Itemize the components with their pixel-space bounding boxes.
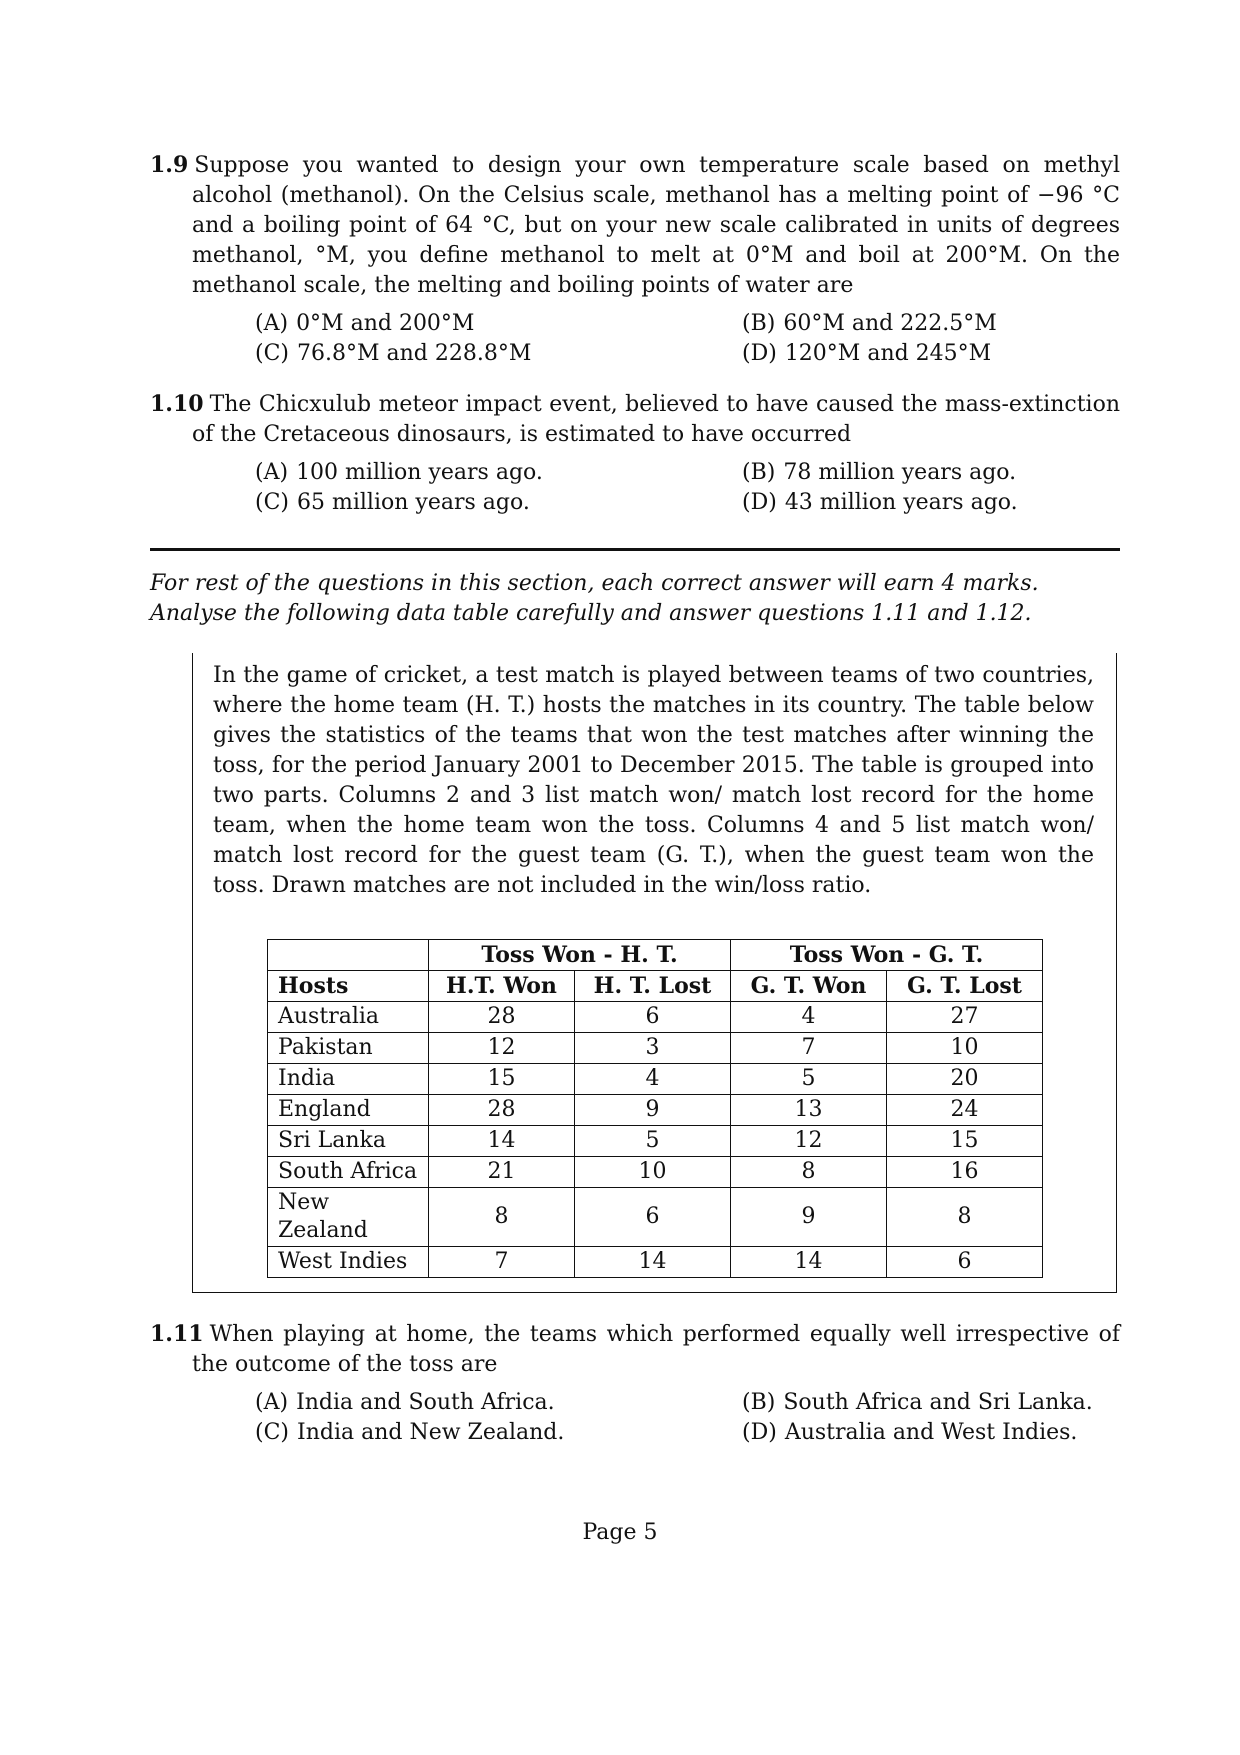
option-d: (D) Australia and West Indies. <box>742 1420 1078 1445</box>
host-cell: India <box>268 1064 429 1095</box>
value-cell: 6 <box>575 1188 731 1247</box>
table-header-row <box>268 971 1043 1002</box>
value-cell: 5 <box>575 1126 731 1157</box>
options-list <box>255 309 1120 369</box>
host-cell: West Indies <box>268 1247 429 1278</box>
options-list <box>255 1388 1120 1448</box>
value-cell: 10 <box>887 1033 1043 1064</box>
option-c: (C) 65 million years ago. <box>255 490 530 515</box>
value-cell: 4 <box>575 1064 731 1095</box>
value-cell: 7 <box>429 1247 575 1278</box>
data-passage-box <box>192 653 1117 1293</box>
value-cell: 6 <box>575 1002 731 1033</box>
question-1-10 <box>150 389 1120 518</box>
host-cell: South Africa <box>268 1157 429 1188</box>
value-cell: 8 <box>429 1188 575 1247</box>
question-text: Suppose you wanted to design your own temperature scale based on methyl alcohol (methanol). On the Celsius scale, methanol has a melting point of −96 °C and a boiling point of 64 °C, but on your new scale calibrated in units of degrees methanol, °M, you define methanol to melt at 0°M and boil at 200°M. On the methanol scale, the melting and boiling points of water are <box>192 153 1120 298</box>
value-cell: 8 <box>731 1157 887 1188</box>
host-cell: Sri Lanka <box>268 1126 429 1157</box>
page-number: Page 5 <box>582 1520 658 1545</box>
value-cell: 6 <box>887 1247 1043 1278</box>
option-c: (C) 76.8°M and 228.8°M <box>255 341 532 366</box>
exam-page <box>150 150 1120 1448</box>
value-cell: 8 <box>887 1188 1043 1247</box>
table-row <box>268 1188 1043 1247</box>
host-cell: Pakistan <box>268 1033 429 1064</box>
value-cell: 7 <box>731 1033 887 1064</box>
option-a: (A) India and South Africa. <box>255 1390 555 1415</box>
value-cell: 15 <box>429 1064 575 1095</box>
value-cell: 16 <box>887 1157 1043 1188</box>
value-cell: 14 <box>731 1247 887 1278</box>
table-row <box>268 1157 1043 1188</box>
value-cell: 4 <box>731 1002 887 1033</box>
question-1-9 <box>150 150 1120 369</box>
column-header: H.T. Won <box>429 971 575 1002</box>
section-instructions <box>150 569 1120 629</box>
question-number: 1.10 <box>150 391 204 417</box>
value-cell: 27 <box>887 1002 1043 1033</box>
question-text: When playing at home, the teams which performed equally well irrespective of the outcome of the toss are <box>192 1322 1120 1377</box>
group-header-home-toss: Toss Won - H. T. <box>429 940 731 971</box>
passage-text: In the game of cricket, a test match is played between teams of two countries, where the home team (H. T.) hosts the matches in its country. The table below gives the statistics of the teams that won the test matches after winning the toss, for the period January 2001 to December 2015. The table is grouped into two parts. Columns 2 and 3 list match won/ match lost record for the home team, when the home team won the toss. Columns 4 and 5 list match won/ match lost record for the guest team (G. T.), when the guest team won the toss. Drawn matches are not included in the win/loss ratio. <box>213 663 1094 898</box>
question-1-11 <box>150 1319 1120 1448</box>
column-header: H. T. Lost <box>575 971 731 1002</box>
value-cell: 3 <box>575 1033 731 1064</box>
option-b: (B) South Africa and Sri Lanka. <box>742 1390 1093 1415</box>
table-row <box>268 1064 1043 1095</box>
value-cell: 5 <box>731 1064 887 1095</box>
option-d: (D) 43 million years ago. <box>742 490 1018 515</box>
question-number: 1.11 <box>150 1321 204 1347</box>
value-cell: 9 <box>575 1095 731 1126</box>
cricket-stats-table <box>267 939 1043 1278</box>
table-row <box>268 1126 1043 1157</box>
value-cell: 15 <box>887 1126 1043 1157</box>
table-row <box>268 1002 1043 1033</box>
options-list <box>255 458 1120 518</box>
value-cell: 10 <box>575 1157 731 1188</box>
value-cell: 24 <box>887 1095 1043 1126</box>
value-cell: 13 <box>731 1095 887 1126</box>
option-a: (A) 100 million years ago. <box>255 460 543 485</box>
question-number: 1.9 <box>150 152 189 178</box>
group-header-guest-toss: Toss Won - G. T. <box>731 940 1043 971</box>
option-b: (B) 60°M and 222.5°M <box>742 311 997 336</box>
value-cell: 12 <box>731 1126 887 1157</box>
option-c: (C) India and New Zealand. <box>255 1420 565 1445</box>
host-cell: Australia <box>268 1002 429 1033</box>
value-cell: 28 <box>429 1002 575 1033</box>
option-b: (B) 78 million years ago. <box>742 460 1017 485</box>
value-cell: 12 <box>429 1033 575 1064</box>
question-text: The Chicxulub meteor impact event, believed to have caused the mass-extinction of the Cretaceous dinosaurs, is estimated to have occurred <box>192 392 1120 447</box>
table-row <box>268 1033 1043 1064</box>
column-header: G. T. Lost <box>887 971 1043 1002</box>
column-header: Hosts <box>268 971 429 1002</box>
host-cell: England <box>268 1095 429 1126</box>
value-cell: 14 <box>429 1126 575 1157</box>
table-group-header-row <box>268 940 1043 971</box>
value-cell: 21 <box>429 1157 575 1188</box>
table-corner-cell <box>268 940 429 971</box>
host-cell: New Zealand <box>268 1188 429 1247</box>
column-header: G. T. Won <box>731 971 887 1002</box>
option-d: (D) 120°M and 245°M <box>742 341 992 366</box>
table-row <box>268 1247 1043 1278</box>
value-cell: 9 <box>731 1188 887 1247</box>
value-cell: 14 <box>575 1247 731 1278</box>
value-cell: 20 <box>887 1064 1043 1095</box>
instruction-line: Analyse the following data table carefully and answer questions 1.11 and 1.12. <box>150 601 1032 626</box>
table-row <box>268 1095 1043 1126</box>
instruction-line: For rest of the questions in this section, each correct answer will earn 4 marks. <box>150 571 1039 596</box>
value-cell: 28 <box>429 1095 575 1126</box>
section-divider <box>150 548 1120 551</box>
option-a: (A) 0°M and 200°M <box>255 311 475 336</box>
